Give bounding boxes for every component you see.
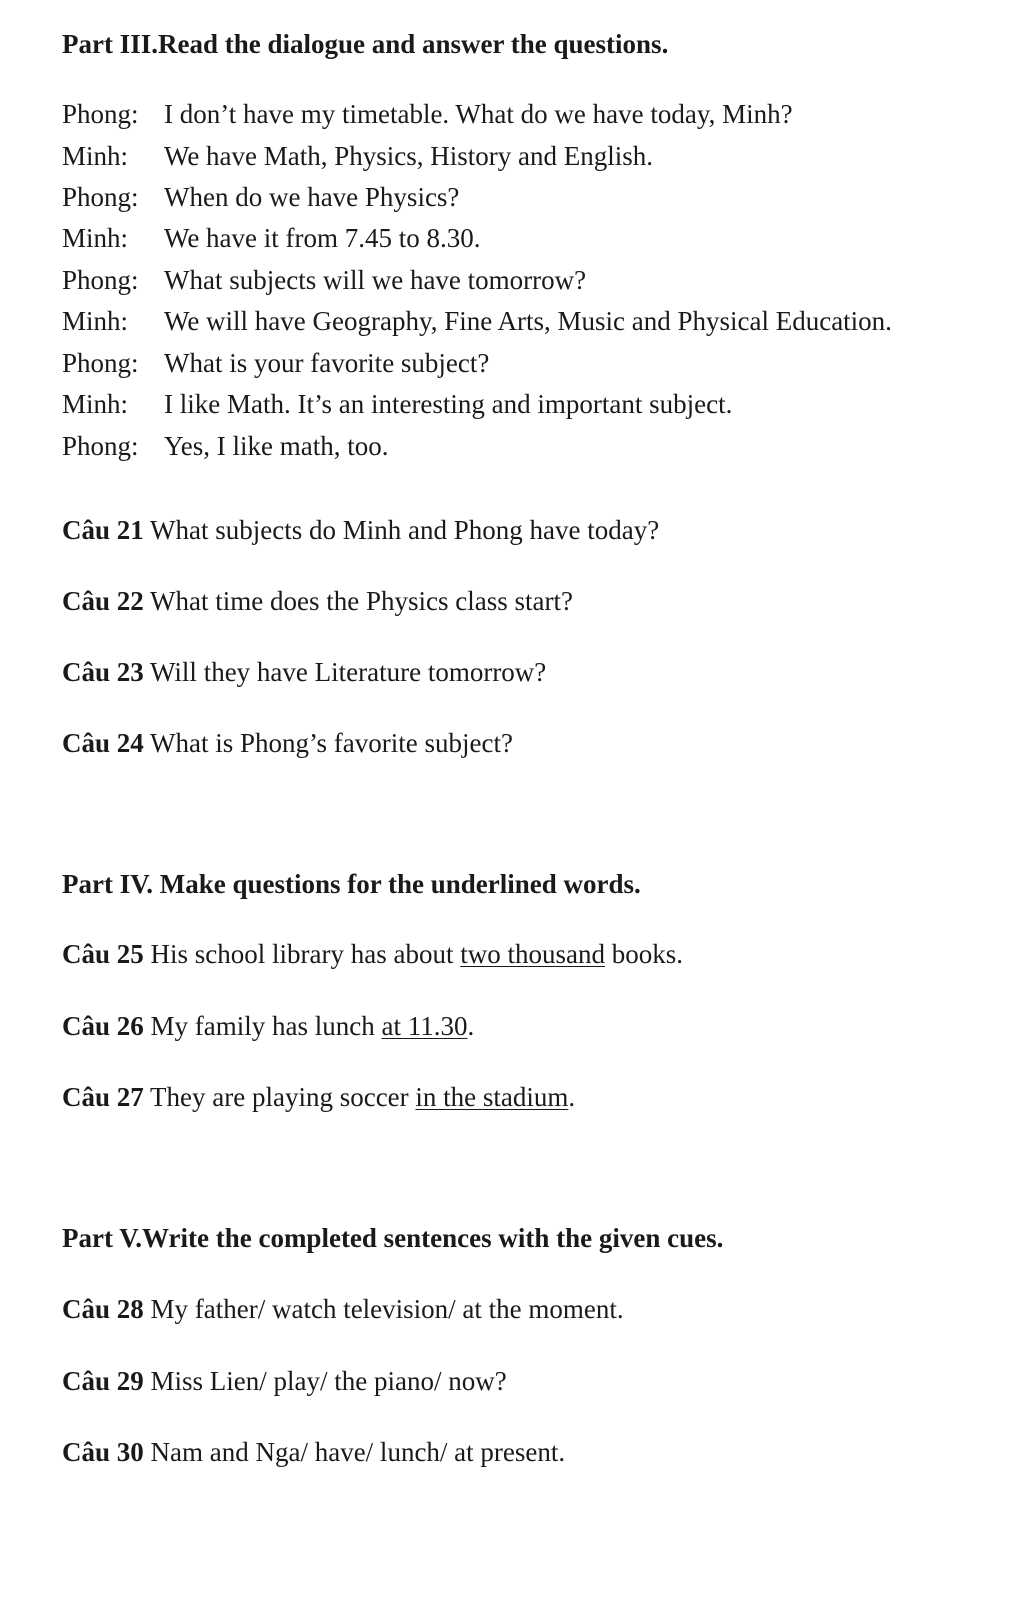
question-text-before: They are playing soccer <box>150 1082 416 1112</box>
question-text-after: . <box>467 1011 475 1041</box>
dialogue-speaker: Phong: <box>62 182 139 212</box>
part3-heading: Part III.Read the dialogue and answer the questions. <box>62 29 669 59</box>
question-number: Câu 22 <box>62 586 144 616</box>
dialogue-text: What is your favorite subject? <box>164 348 490 378</box>
question-number: Câu 30 <box>62 1437 144 1467</box>
question-text-before: My family has lunch <box>150 1011 382 1041</box>
dialogue-line <box>62 388 732 420</box>
question-text: What time does the Physics class start? <box>150 586 573 616</box>
question-number: Câu 27 <box>62 1082 144 1112</box>
dialogue-text: We have Math, Physics, History and English. <box>164 141 654 171</box>
question-21 <box>62 514 659 546</box>
question-22 <box>62 585 573 617</box>
underlined-words: at 11.30 <box>381 1011 468 1041</box>
dialogue-speaker: Phong: <box>62 348 139 378</box>
dialogue-text: I don’t have my timetable. What do we have today, Minh? <box>164 99 793 129</box>
dialogue-speaker: Phong: <box>62 431 139 461</box>
dialogue-text: We will have Geography, Fine Arts, Music and Physical Education. <box>164 306 892 336</box>
dialogue-line <box>62 140 653 172</box>
underlined-words: two thousand <box>460 939 605 969</box>
dialogue-speaker: Minh: <box>62 141 129 171</box>
dialogue-text: We have it from 7.45 to 8.30. <box>164 223 481 253</box>
dialogue-line <box>62 305 892 337</box>
dialogue-line <box>62 430 389 462</box>
part4-heading: Part IV. Make questions for the underlined words. <box>62 869 641 899</box>
dialogue-text: Yes, I like math, too. <box>164 431 389 461</box>
dialogue-line <box>62 181 459 213</box>
question-25 <box>62 938 683 970</box>
question-text: What is Phong’s favorite subject? <box>150 728 513 758</box>
underlined-words: in the stadium <box>415 1082 569 1112</box>
question-28 <box>62 1293 624 1325</box>
question-text-before: His school library has about <box>150 939 461 969</box>
question-text: My father/ watch television/ at the moment. <box>150 1294 624 1324</box>
question-number: Câu 24 <box>62 728 144 758</box>
question-23 <box>62 656 546 688</box>
question-text: Will they have Literature tomorrow? <box>150 657 547 687</box>
question-24 <box>62 727 513 759</box>
question-number: Câu 25 <box>62 939 144 969</box>
dialogue-speaker: Minh: <box>62 306 129 336</box>
dialogue-line <box>62 264 586 296</box>
dialogue-line <box>62 98 793 130</box>
question-27 <box>62 1081 575 1113</box>
question-number: Câu 23 <box>62 657 144 687</box>
question-number: Câu 26 <box>62 1011 144 1041</box>
part5-heading: Part V.Write the completed sentences with the given cues. <box>62 1223 724 1253</box>
dialogue-speaker: Minh: <box>62 389 129 419</box>
dialogue-speaker: Phong: <box>62 265 139 295</box>
dialogue-text: What subjects will we have tomorrow? <box>164 265 587 295</box>
question-text-after: books. <box>604 939 683 969</box>
dialogue-line <box>62 222 481 254</box>
dialogue-text: I like Math. It’s an interesting and important subject. <box>164 389 733 419</box>
question-number: Câu 21 <box>62 515 144 545</box>
dialogue-line <box>62 347 489 379</box>
question-30 <box>62 1436 565 1468</box>
dialogue-text: When do we have Physics? <box>164 182 460 212</box>
question-26 <box>62 1010 474 1042</box>
question-number: Câu 29 <box>62 1366 144 1396</box>
question-text: Miss Lien/ play/ the piano/ now? <box>150 1366 507 1396</box>
question-29 <box>62 1365 507 1397</box>
question-text: What subjects do Minh and Phong have today? <box>150 515 660 545</box>
question-number: Câu 28 <box>62 1294 144 1324</box>
dialogue-speaker: Phong: <box>62 99 139 129</box>
question-text: Nam and Nga/ have/ lunch/ at present. <box>150 1437 566 1467</box>
question-text-after: . <box>568 1082 576 1112</box>
dialogue-speaker: Minh: <box>62 223 129 253</box>
